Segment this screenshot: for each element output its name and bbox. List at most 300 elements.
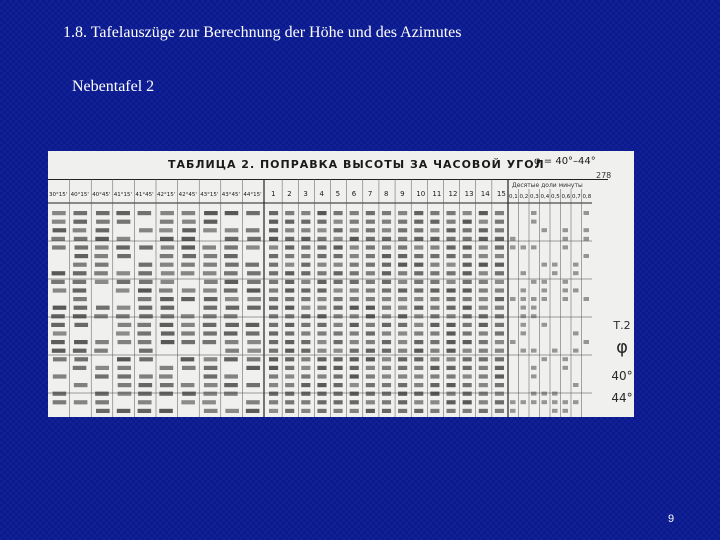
scan-glyph-mark [430,306,439,310]
scan-glyph-mark [584,237,590,241]
scan-glyph-mark [366,400,375,404]
scan-glyph-mark [301,263,310,267]
scan-glyph-mark [285,254,294,258]
column-header-left: 44°15' [243,192,262,198]
scan-glyph-mark [334,280,343,284]
scan-glyph-mark [301,245,310,249]
column-header-left: 40°45' [92,192,111,198]
scan-glyph-mark [382,374,391,378]
scan-glyph-mark [96,409,110,413]
scan-glyph-mark [139,314,153,318]
scan-glyph-mark [398,271,407,275]
scan-glyph-mark [301,297,310,301]
scan-glyph-mark [181,383,195,387]
scan-glyph-mark [542,280,548,284]
scan-glyph-mark [573,383,579,387]
scan-glyph-mark [334,357,343,361]
scan-glyph-mark [531,297,537,301]
scan-glyph-mark [366,237,375,241]
scan-glyph-mark [463,228,472,232]
scan-glyph-mark [414,271,423,275]
scan-glyph-mark [430,297,439,301]
scan-glyph-mark [138,409,152,413]
scan-glyph-mark [446,340,455,344]
scan-glyph-mark [246,323,260,327]
scan-glyph-mark [160,323,174,327]
scan-glyph-mark [430,263,439,267]
scan-glyph-mark [479,357,488,361]
scan-glyph-mark [510,245,516,249]
scan-glyph-mark [382,314,391,318]
scan-glyph-mark [446,392,455,396]
scan-glyph-mark [301,374,310,378]
scan-glyph-mark [117,374,131,378]
scan-glyph-mark [414,374,423,378]
scan-glyph-mark [446,280,455,284]
scan-glyph-mark [285,211,294,215]
scan-glyph-mark [552,409,558,413]
scan-glyph-mark [495,297,504,301]
scan-glyph-mark [225,323,239,327]
scan-glyph-mark [463,211,472,215]
scan-glyph-mark [382,245,391,249]
scan-glyph-mark [479,374,488,378]
page-number: 9 [668,513,675,525]
slide-subtitle: Nebentafel 2 [72,78,155,95]
scan-glyph-mark [247,340,261,344]
scan-glyph-mark [430,280,439,284]
column-header-far: 0,7 [572,194,581,200]
scan-glyph-mark [414,254,423,258]
scan-glyph-mark [573,263,579,267]
scan-glyph-mark [53,392,67,396]
column-header-far: 0,6 [561,194,571,200]
scan-glyph-mark [463,400,472,404]
scan-glyph-mark [74,254,88,258]
scan-glyph-mark [74,237,88,241]
scan-glyph-mark [73,280,87,284]
scan-glyph-mark [414,331,423,335]
scan-glyph-mark [317,349,326,353]
column-header-far: 0,2 [519,194,529,200]
scan-glyph-mark [430,271,439,275]
scan-glyph-mark [479,288,488,292]
scan-glyph-mark [334,392,343,396]
scan-glyph-mark [584,228,590,232]
column-header-right: 6 [351,190,357,198]
scan-glyph-mark [398,383,407,387]
scan-table-title: ТАБЛИЦА 2. ПОПРАВКА ВЫСОТЫ ЗА ЧАСОВОЙ УГОЛ [168,158,545,171]
scan-glyph-mark [521,306,527,310]
scan-glyph-mark [479,349,488,353]
scan-glyph-mark [95,280,109,284]
scan-glyph-mark [430,220,439,224]
scan-glyph-mark [573,331,579,335]
scan-glyph-mark [285,245,294,249]
scan-glyph-mark [479,314,488,318]
scan-glyph-mark [398,211,407,215]
scan-glyph-mark [563,400,569,404]
scan-glyph-mark [382,357,391,361]
scan-glyph-mark [181,271,195,275]
scan-glyph-mark [382,211,391,215]
scan-glyph-mark [181,357,195,361]
scan-glyph-mark [366,409,375,413]
side-label-phi: φ [616,337,628,358]
scan-glyph-mark [204,254,218,258]
scan-glyph-mark [202,245,216,249]
column-header-left: 40°15' [70,192,89,198]
scan-glyph-mark [463,374,472,378]
scan-glyph-mark [96,211,110,215]
scan-glyph-mark [301,349,310,353]
scan-glyph-mark [246,245,260,249]
scan-glyph-mark [398,374,407,378]
column-header-far: 0,4 [540,194,550,200]
scan-glyph-mark [139,383,153,387]
scan-glyph-mark [446,288,455,292]
scan-glyph-mark [51,340,65,344]
scan-glyph-mark [269,297,278,301]
scan-glyph-mark [73,220,87,224]
scan-glyph-mark [269,340,278,344]
scan-glyph-mark [414,357,423,361]
scan-glyph-mark [138,211,152,215]
scan-glyph-mark [160,366,174,370]
scan-glyph-mark [204,374,218,378]
scan-glyph-mark [118,392,132,396]
scan-glyph-mark [414,340,423,344]
scan-glyph-mark [350,228,359,232]
scan-glyph-mark [116,331,130,335]
scan-glyph-mark [160,297,174,301]
scan-glyph-mark [584,211,590,215]
scan-glyph-mark [182,288,196,292]
scan-glyph-mark [138,297,152,301]
scan-glyph-mark [301,314,310,318]
scan-glyph-mark [414,349,423,353]
scan-glyph-mark [398,245,407,249]
far-group-label: Десятые доли минуты [512,182,583,189]
scan-glyph-mark [334,331,343,335]
scan-glyph-mark [573,349,579,353]
scan-latitude-range: φ = 40°–44° [534,156,596,167]
scan-glyph-mark [495,409,504,413]
scan-glyph-mark [285,400,294,404]
scan-glyph-mark [521,314,527,318]
scan-glyph-mark [285,366,294,370]
scan-glyph-mark [430,245,439,249]
scan-glyph-mark [269,254,278,258]
scan-glyph-mark [463,366,472,370]
scan-glyph-mark [159,288,173,292]
scan-glyph-mark [446,271,455,275]
column-header-left: 43°45' [221,192,241,198]
scan-glyph-mark [53,306,67,310]
scan-glyph-mark [73,211,87,215]
scan-glyph-mark [203,288,217,292]
scan-glyph-mark [463,409,472,413]
column-header-right: 11 [432,190,442,198]
scan-glyph-mark [202,400,216,404]
scan-glyph-mark [531,245,537,249]
scan-glyph-mark [382,323,391,327]
scan-glyph-mark [398,409,407,413]
scan-glyph-mark [495,288,504,292]
scan-glyph-mark [398,254,407,258]
scan-glyph-mark [317,323,326,327]
scan-glyph-mark [317,392,326,396]
scan-glyph-mark [160,383,174,387]
scan-glyph-mark [301,237,310,241]
scan-glyph-mark [563,366,569,370]
scan-glyph-mark [269,306,278,310]
scan-glyph-mark [350,392,359,396]
scan-glyph-mark [269,228,278,232]
scan-glyph-mark [382,228,391,232]
scan-glyph-mark [74,400,88,404]
scan-glyph-mark [414,263,423,267]
scan-glyph-mark [301,366,310,370]
scan-glyph-mark [414,306,423,310]
scan-glyph-mark [463,383,472,387]
scan-glyph-mark [94,314,108,318]
scan-glyph-mark [510,237,516,241]
scan-glyph-mark [382,366,391,370]
scan-glyph-mark [350,374,359,378]
scan-glyph-mark [285,263,294,267]
scan-glyph-mark [117,237,131,241]
scan-glyph-mark [479,323,488,327]
scan-glyph-mark [301,331,310,335]
scan-glyph-mark [159,228,173,232]
scan-glyph-mark [366,297,375,301]
scan-glyph-mark [51,323,65,327]
column-header-right: 14 [480,190,490,198]
scan-glyph-mark [285,237,294,241]
scan-glyph-mark [334,374,343,378]
scan-glyph-mark [366,271,375,275]
scan-glyph-mark [96,228,110,232]
scan-glyph-mark [161,314,175,318]
scan-glyph-mark [73,228,87,232]
scan-glyph-mark [446,254,455,258]
column-header-left: 42°45' [178,192,197,198]
scan-glyph-mark [382,392,391,396]
scan-glyph-mark [118,340,132,344]
scan-glyph-mark [463,280,472,284]
scan-glyph-mark [117,280,131,284]
scan-glyph-mark [366,220,375,224]
scan-glyph-mark [182,211,196,215]
column-header-right: 10 [416,190,426,198]
scan-glyph-mark [51,314,65,318]
scan-glyph-mark [73,271,87,275]
scan-glyph-mark [479,409,488,413]
scan-glyph-mark [414,323,423,327]
scan-glyph-mark [542,357,548,361]
scan-glyph-mark [398,297,407,301]
scan-glyph-mark [382,280,391,284]
scan-glyph-mark [366,280,375,284]
scan-glyph-mark [53,400,67,404]
scan-glyph-mark [204,211,218,215]
scan-glyph-mark [382,254,391,258]
scan-glyph-mark [203,228,217,232]
column-header-right: 7 [367,190,373,198]
scan-glyph-mark [542,323,548,327]
scan-glyph-mark [366,331,375,335]
scan-glyph-mark [269,331,278,335]
scan-glyph-mark [430,340,439,344]
scan-glyph-mark [479,297,488,301]
scan-glyph-mark [382,306,391,310]
scan-glyph-mark [225,297,239,301]
scan-glyph-mark [161,271,175,275]
scan-glyph-mark [138,392,152,396]
scan-glyph-mark [139,374,153,378]
scan-glyph-mark [285,323,294,327]
scan-glyph-mark [94,254,108,258]
scan-glyph-mark [382,349,391,353]
scan-glyph-mark [95,263,109,267]
scan-glyph-mark [334,271,343,275]
scan-glyph-mark [479,254,488,258]
scan-glyph-mark [203,314,217,318]
scan-glyph-mark [138,271,152,275]
scan-glyph-mark [95,392,109,396]
scan-glyph-mark [160,220,174,224]
scan-glyph-mark [224,357,238,361]
scan-glyph-mark [430,314,439,318]
scan-glyph-mark [74,340,88,344]
scan-glyph-mark [301,392,310,396]
scan-glyph-mark [350,383,359,387]
scan-glyph-mark [479,383,488,387]
scan-glyph-mark [495,357,504,361]
scan-glyph-mark [430,331,439,335]
scan-glyph-mark [398,366,407,370]
column-header-left: 41°45' [135,192,154,198]
scan-glyph-mark [463,220,472,224]
scan-glyph-mark [366,392,375,396]
scan-glyph-mark [334,323,343,327]
scan-glyph-mark [398,220,407,224]
scan-glyph-mark [225,237,239,241]
scan-glyph-mark [479,366,488,370]
scan-glyph-mark [285,409,294,413]
scan-glyph-mark [138,340,152,344]
scan-glyph-mark [117,220,131,224]
scan-glyph-mark [463,288,472,292]
scan-glyph-mark [584,340,590,344]
scan-glyph-mark [366,314,375,318]
column-header-far: 0,8 [582,194,592,200]
scan-glyph-mark [117,409,131,413]
scan-glyph-mark [446,349,455,353]
scan-glyph-mark [350,280,359,284]
scan-glyph-mark [463,331,472,335]
scan-glyph-mark [531,220,537,224]
scan-glyph-mark [269,349,278,353]
scan-glyph-mark [334,366,343,370]
scan-glyph-mark [334,314,343,318]
scan-glyph-mark [521,271,527,275]
scan-glyph-mark [430,357,439,361]
scan-glyph-mark [495,254,504,258]
scan-glyph-mark [430,288,439,292]
side-label-table: Т.2 [613,319,631,332]
scan-glyph-mark [285,340,294,344]
scan-glyph-mark [521,288,527,292]
scan-glyph-mark [285,228,294,232]
scan-glyph-mark [224,383,238,387]
scan-glyph-mark [479,237,488,241]
scan-glyph-mark [204,297,218,301]
scan-table-grid [48,179,608,417]
scan-glyph-mark [269,392,278,396]
scan-glyph-mark [398,263,407,267]
scan-glyph-mark [463,349,472,353]
scan-glyph-mark [398,228,407,232]
scan-glyph-mark [430,211,439,215]
scan-glyph-mark [531,306,537,310]
scan-glyph-mark [446,409,455,413]
scan-glyph-mark [414,280,423,284]
scan-glyph-mark [463,314,472,318]
scan-glyph-mark [94,271,108,275]
scan-glyph-mark [301,306,310,310]
scan-glyph-mark [382,271,391,275]
scan-glyph-mark [160,263,174,267]
scan-glyph-mark [139,357,153,361]
scan-glyph-mark [398,400,407,404]
scan-glyph-mark [203,263,217,267]
scan-glyph-mark [542,400,548,404]
scan-glyph-mark [139,263,153,267]
scan-glyph-mark [334,237,343,241]
scan-glyph-mark [495,306,504,310]
scan-glyph-mark [382,220,391,224]
scan-glyph-mark [552,271,558,275]
scan-glyph-mark [463,392,472,396]
scan-glyph-mark [521,400,527,404]
scan-glyph-mark [334,409,343,413]
scan-glyph-mark [285,374,294,378]
scan-glyph-mark [247,271,261,275]
scan-glyph-mark [334,288,343,292]
scan-glyph-mark [495,220,504,224]
scan-glyph-mark [269,409,278,413]
scan-glyph-mark [139,280,153,284]
scan-glyph-mark [479,340,488,344]
scan-glyph-mark [317,366,326,370]
scan-glyph-mark [137,331,151,335]
scan-glyph-mark [204,306,218,310]
scan-glyph-mark [495,211,504,215]
scan-glyph-mark [73,314,87,318]
scan-glyph-mark [53,331,67,335]
scan-glyph-mark [73,263,87,267]
scan-glyph-mark [269,271,278,275]
scan-glyph-mark [117,254,131,258]
scan-glyph-mark [161,245,175,249]
scan-glyph-mark [414,366,423,370]
scan-glyph-mark [301,400,310,404]
scan-glyph-mark [117,306,131,310]
scan-glyph-mark [542,228,548,232]
scan-glyph-mark [317,237,326,241]
